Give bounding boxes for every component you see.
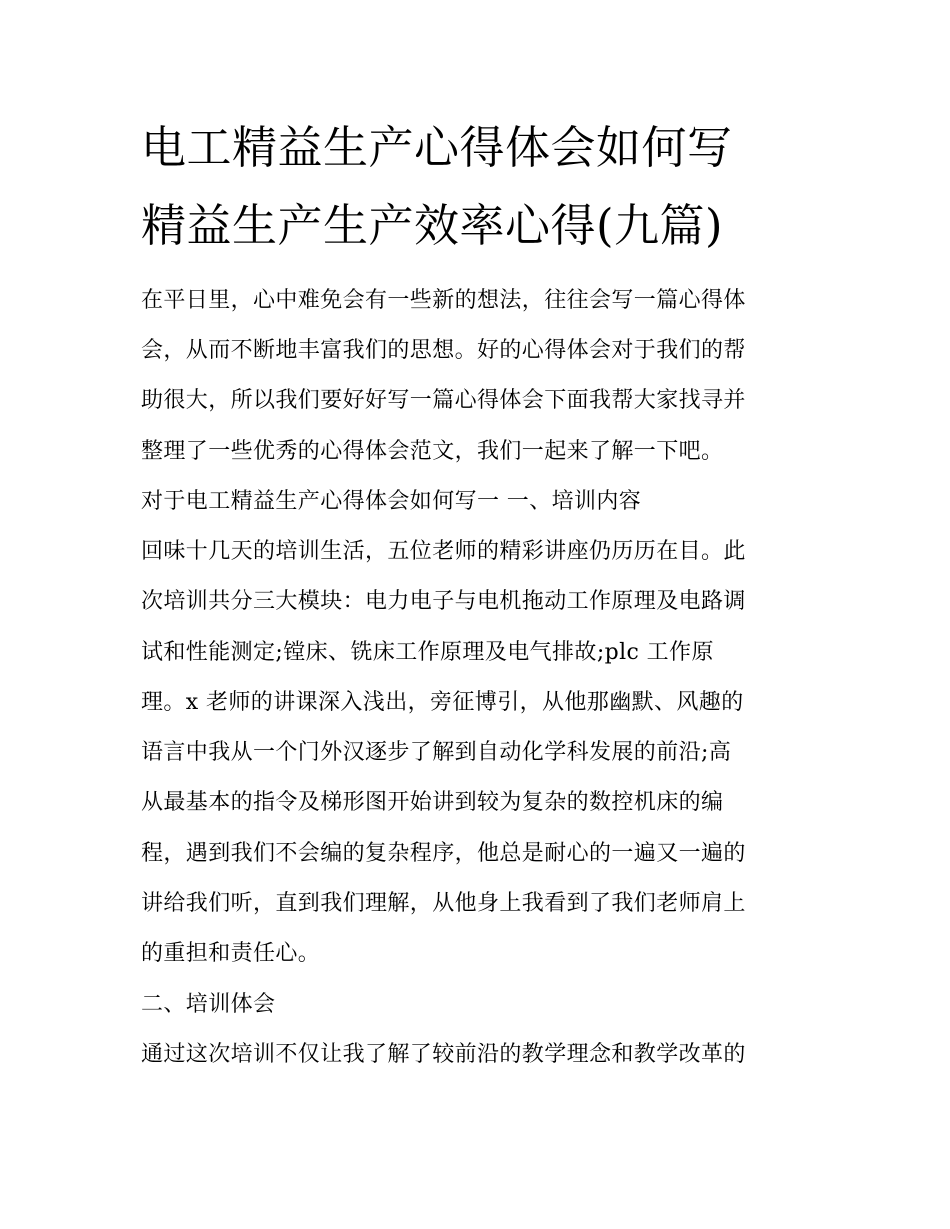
paragraph-line: 次培训共分三大模块：电力电子与电机拖动工作原理及电路调	[141, 589, 746, 614]
paragraph-line: 从最基本的指令及梯形图开始讲到较为复杂的数控机床的编	[141, 790, 724, 815]
paragraph-line: 会，从而不断地丰富我们的思想。好的心得体会对于我们的帮	[141, 338, 746, 363]
paragraph-line: 在平日里，心中难免会有一些新的想法，往往会写一篇心得体	[141, 288, 746, 313]
paragraph-line: 通过这次培训不仅让我了解了较前沿的教学理念和教学改革的	[141, 1042, 746, 1067]
section-heading-line: 对于电工精益生产心得体会如何写一 一、培训内容	[141, 489, 642, 514]
paragraph-line: 语言中我从一个门外汉逐步了解到自动化学科发展的前沿;高	[141, 740, 732, 765]
paragraph-line: 回味十几天的培训生活，五位老师的精彩讲座仍历历在目。此	[141, 539, 746, 564]
paragraph-line: 理。x 老师的讲课深入浅出，旁征博引，从他那幽默、风趣的	[141, 690, 744, 715]
document-title-line-2: 精益生产生产效率心得(九篇)	[141, 199, 724, 252]
paragraph-line: 的重担和责任心。	[141, 941, 321, 966]
document-title-line-1: 电工精益生产心得体会如何写	[141, 121, 733, 174]
paragraph-line: 程，遇到我们不会编的复杂程序，他总是耐心的一遍又一遍的	[141, 841, 746, 866]
paragraph-line: 讲给我们听，直到我们理解，从他身上我看到了我们老师肩上	[141, 891, 746, 916]
paragraph-line: 试和性能测定;镗床、铣床工作原理及电气排故;plc 工作原	[141, 640, 714, 665]
paragraph-line: 助很大，所以我们要好好写一篇心得体会下面我帮大家找寻并	[141, 388, 746, 413]
section-heading-line: 二、培训体会	[141, 992, 276, 1017]
paragraph-line: 整理了一些优秀的心得体会范文，我们一起来了解一下吧。	[141, 439, 724, 464]
